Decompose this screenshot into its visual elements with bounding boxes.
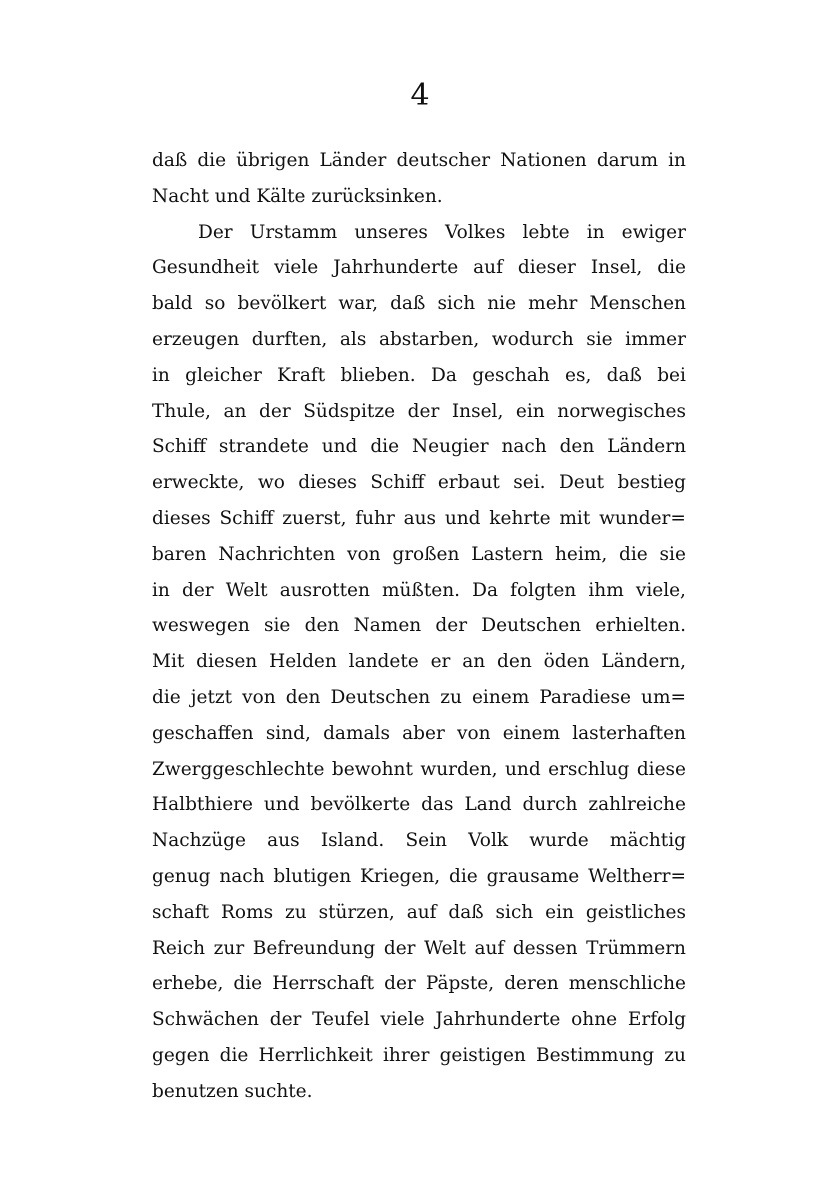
text-line: in der Welt ausrotten müßten. Da folgten ihm viele, <box>152 579 686 601</box>
text-line: geschaffen sind, damals aber von einem lasterhaften <box>152 722 686 744</box>
text-line: Der Urstamm unseres Volkes lebte in ewiger <box>198 221 686 243</box>
text-line: Nacht und Kälte zurücksinken. <box>152 185 443 207</box>
text-line: Reich zur Befreundung der Welt auf dessen Trümmern <box>152 937 686 959</box>
text-line: Schwächen der Teufel viele Jahrhunderte ohne Erfolg <box>152 1009 686 1031</box>
text-line: Thule, an der Südspitze der Insel, ein norwegisches <box>152 400 686 422</box>
text-line: daß die übrigen Länder deutscher Nationen darum in <box>152 150 686 171</box>
text-line: dieses Schiff zuerst, fuhr aus und kehrte mit wunder= <box>152 507 686 529</box>
text-line: Nachzüge aus Island. Sein Volk wurde mächtig <box>152 830 686 852</box>
text-line: in gleicher Kraft blieben. Da geschah es, daß bei <box>152 364 686 386</box>
page-number: 4 <box>410 78 430 113</box>
body-text <box>152 143 686 1110</box>
text-line: erzeugen durften, als abstarben, wodurch sie immer <box>152 328 686 350</box>
text-line: Schiff strandete und die Neugier nach den Ländern <box>152 436 686 458</box>
text-line: erhebe, die Herrschaft der Päpste, deren menschliche <box>152 973 686 995</box>
text-line: Mit diesen Helden landete er an den öden Ländern, <box>152 651 686 673</box>
text-line: benutzen suchte. <box>152 1080 313 1102</box>
text-line: erweckte, wo dieses Schiff erbaut sei. Deut bestieg <box>152 472 686 494</box>
text-line: schaft Roms zu stürzen, auf daß sich ein geistliches <box>152 901 686 923</box>
text-line: weswegen sie den Namen der Deutschen erhielten. <box>152 615 686 637</box>
text-line: baren Nachrichten von großen Lastern heim, die sie <box>152 543 686 565</box>
text-line: gegen die Herrlichkeit ihrer geistigen Bestimmung zu <box>152 1044 686 1066</box>
text-line: bald so bevölkert war, daß sich nie mehr Menschen <box>152 293 686 315</box>
text-line: die jetzt von den Deutschen zu einem Paradiese um= <box>152 686 686 708</box>
text-line: Zwerggeschlechte bewohnt wurden, und erschlug diese <box>152 758 686 780</box>
text-line: Gesundheit viele Jahrhunderte auf dieser Insel, die <box>152 257 686 279</box>
text-line: Halbthiere und bevölkerte das Land durch zahlreiche <box>152 794 686 816</box>
text-line: genug nach blutigen Kriegen, die grausame Weltherr= <box>152 865 686 887</box>
